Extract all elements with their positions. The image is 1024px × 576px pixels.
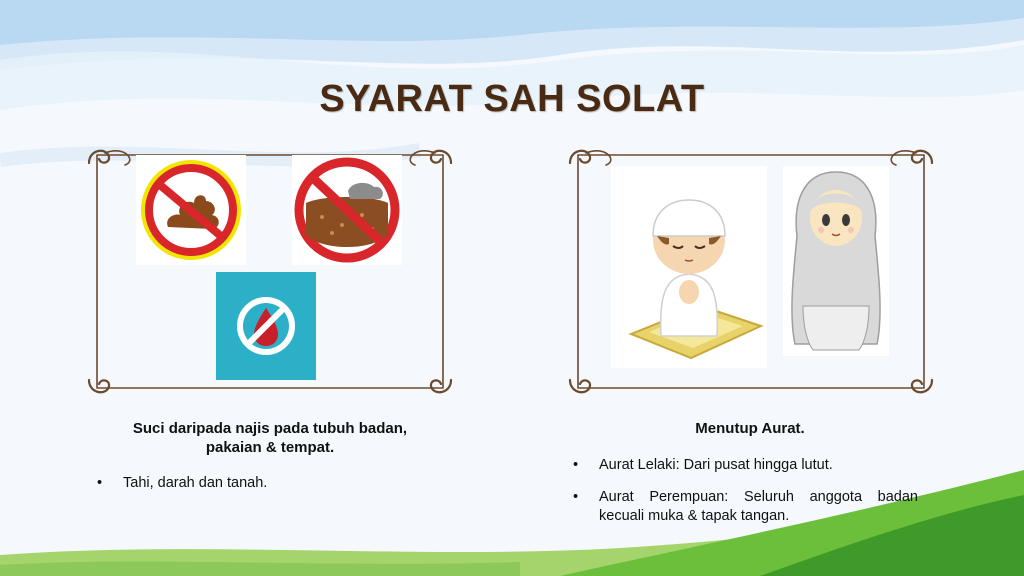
list-item: • Aurat Perempuan: Seluruh anggota badan kecuali muka & tapak tangan.: [573, 488, 918, 526]
left-panel-bullets: [97, 474, 427, 493]
list-item: • Aurat Lelaki: Dari pusat hingga lutut.: [573, 456, 918, 475]
list-item: • Tahi, darah dan tanah.: [97, 474, 427, 493]
praying-boy-icon: [611, 166, 767, 368]
slide-title: SYARAT SAH SOLAT: [319, 78, 705, 120]
no-soil-icon: [292, 155, 402, 265]
left-panel-heading: Suci daripada najis pada tubuh badan, pakaian & tempat.: [132, 420, 408, 456]
no-feces-icon: [136, 155, 246, 265]
right-panel-heading: Menutup Aurat.: [695, 420, 805, 437]
right-panel-bullets: [573, 456, 918, 526]
no-blood-icon: [216, 272, 316, 380]
hijab-girl-icon: [783, 166, 889, 356]
